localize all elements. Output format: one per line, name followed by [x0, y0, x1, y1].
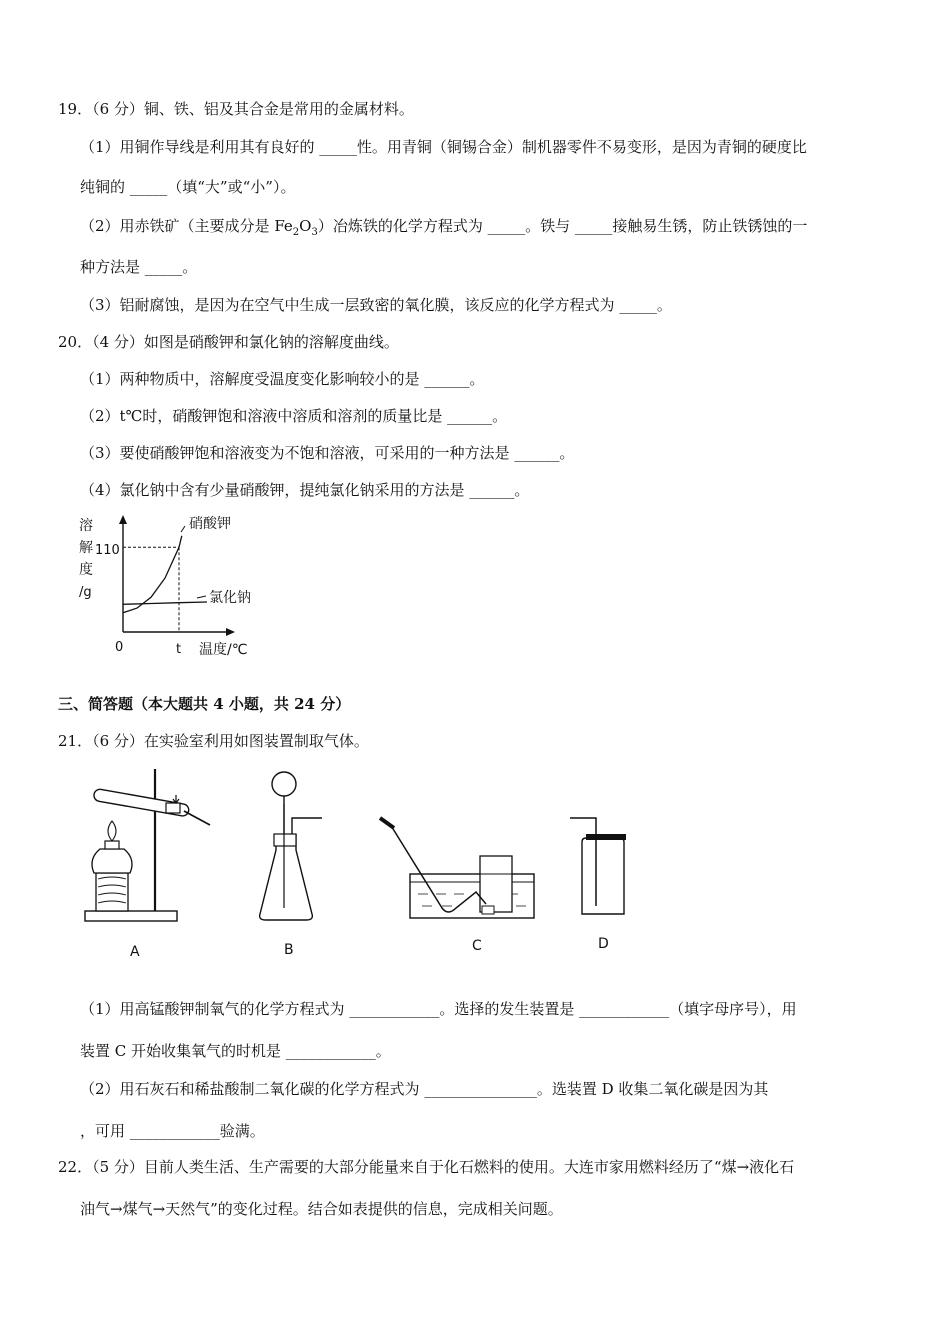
label-a: A [130, 944, 140, 960]
rubber-tube [380, 818, 394, 828]
q20-part4: （4）氯化钠中含有少量硝酸钾，提纯氯化钠采用的方法是 ______。 [80, 481, 530, 499]
y-axis-arrow [119, 515, 127, 524]
clamp [166, 803, 180, 813]
q22-line2: 油气→煤气→天然气”的变化过程。结合如表提供的信息，完成相关问题。 [80, 1200, 563, 1218]
stopper [274, 834, 296, 846]
q19-part2-pre: （2）用赤铁矿（主要成分是 Fe [80, 217, 293, 235]
q19-part1-line2: 纯铜的 _____（填“大”或“小”）。 [80, 178, 296, 196]
q21-part1-line1: （1）用高锰酸钾制氧气的化学方程式为 ____________。选择的发生装置是 ____________（填字母序号），用 [80, 1000, 797, 1018]
label-c: C [472, 938, 482, 954]
xtick-t: t [176, 642, 182, 657]
series-label-kno3: 硝酸钾 [189, 516, 231, 532]
delivery-tube [184, 811, 210, 825]
ytick-110: 110 [95, 543, 120, 558]
kno3-leader [181, 526, 185, 532]
q19-part2-line1 [80, 216, 807, 243]
ylabel-char-1: 溶 [79, 518, 93, 534]
apparatus-d [568, 812, 638, 920]
glass-plate [586, 834, 626, 840]
curve-kno3 [123, 536, 182, 613]
curve-nacl [123, 602, 207, 604]
q19-part2-line2: 种方法是 _____。 [80, 258, 198, 276]
q20-part3: （3）要使硝酸钾饱和溶液变为不饱和溶液，可采用的一种方法是 ______。 [80, 444, 575, 462]
q21-part2-line1: （2）用石灰石和稀盐酸制二氧化碳的化学方程式为 _______________。选装置 D 收集二氧化碳是因为其 [80, 1080, 769, 1098]
gas-bottle [582, 838, 624, 914]
series-label-nacl: 氯化钠 [209, 590, 251, 606]
ylabel-char-4: /g [79, 585, 92, 600]
q21-part2-line2: ，可用 ____________验满。 [80, 1122, 265, 1140]
q19-part2-sub2: 3 [311, 227, 318, 238]
outlet-tube [292, 818, 322, 834]
solubility-chart [75, 510, 275, 660]
ylabel-char-2: 解 [79, 540, 93, 556]
q19-part2-sub1: 2 [292, 227, 300, 238]
q20-part1: （1）两种物质中，溶解度受温度变化影响较小的是 ______。 [80, 370, 485, 388]
funnel-bulb [272, 772, 296, 796]
xlabel: 温度/℃ [199, 642, 248, 658]
x-axis-arrow [226, 628, 235, 636]
nacl-leader [197, 596, 206, 598]
q21-part1-line2: 装置 C 开始收集氧气的时机是 ____________。 [80, 1042, 391, 1060]
conical-flask [260, 834, 313, 920]
apparatus-b [250, 768, 335, 933]
q19-part2-post: ）冶炼铁的化学方程式为 _____。铁与 _____接触易生锈，防止铁锈蚀的一 [317, 217, 808, 235]
apparatus-a [80, 765, 215, 965]
label-d: D [598, 936, 609, 952]
stand-base [85, 911, 177, 921]
apparatus-c [378, 812, 538, 922]
lamp-cap [105, 841, 119, 849]
q19-part2-o: O [299, 217, 312, 235]
origin-label: 0 [115, 640, 124, 655]
q20-title: 20．（4 分）如图是硝酸钾和氯化钠的溶解度曲线。 [58, 333, 399, 351]
section3-title: 三、简答题（本大题共 4 小题，共 24 分） [58, 695, 351, 713]
q19-part3: （3）铝耐腐蚀，是因为在空气中生成一层致密的氧化膜，该反应的化学方程式为 _____。 [80, 296, 672, 314]
q19-part1-line1: （1）用铜作导线是利用其有良好的 _____性。用青铜（铜锡合金）制机器零件不易变形，是因为青铜的硬度比 [80, 138, 807, 156]
ylabel-char-3: 度 [79, 562, 93, 578]
label-b: B [284, 942, 294, 958]
q20-part2: （2）t℃时，硝酸钾饱和溶液中溶质和溶剂的质量比是 ______。 [80, 407, 508, 425]
q22-title: 22．（5 分）目前人类生活、生产需要的大部分能量来自于化石燃料的使用。大连市家用燃料经历了“煤→液化石 [58, 1158, 795, 1176]
q19-title: 19．（6 分）铜、铁、铝及其合金是常用的金属材料。 [58, 100, 414, 118]
flame [108, 821, 116, 841]
q21-title: 21．（6 分）在实验室利用如图装置制取气体。 [58, 732, 369, 750]
jar-stand [482, 906, 494, 914]
alcohol-lamp [92, 849, 132, 873]
